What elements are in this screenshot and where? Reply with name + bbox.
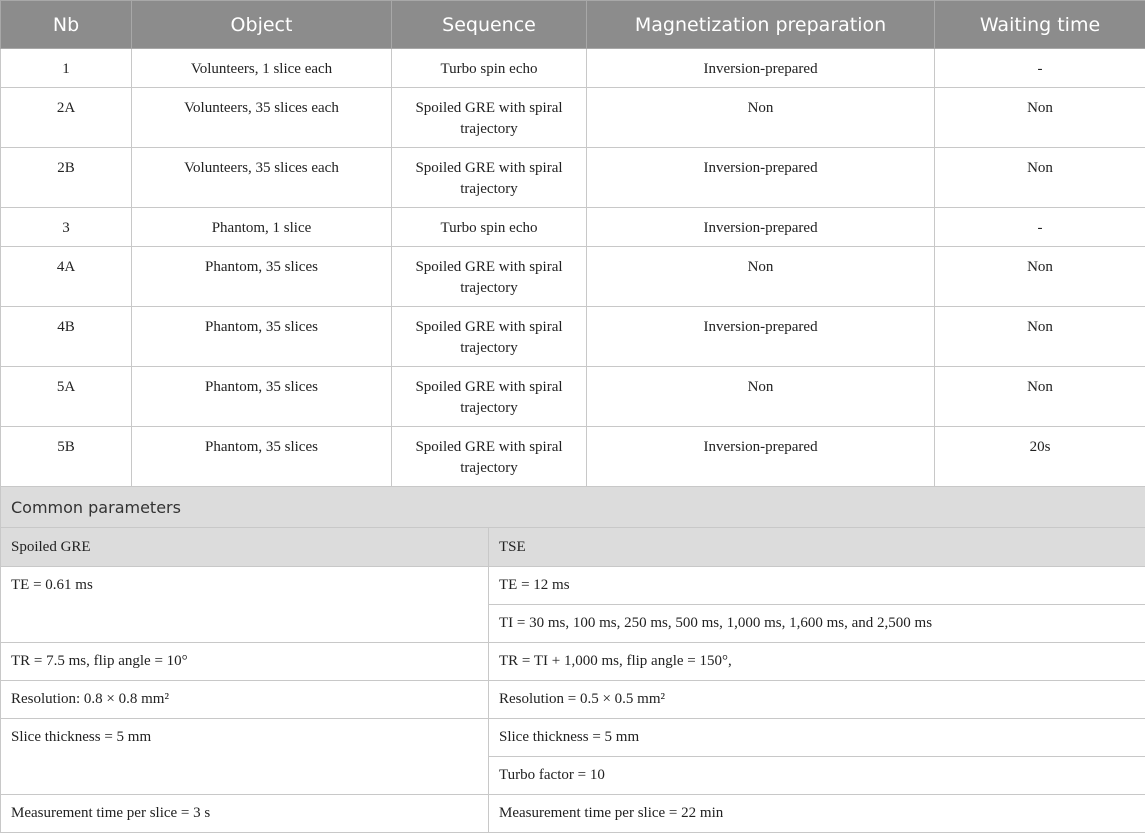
cell-sequence bbox=[392, 427, 587, 487]
header-nb: Nb bbox=[1, 1, 132, 49]
sequence-line: trajectory bbox=[460, 181, 517, 197]
parameter-row bbox=[1, 643, 1145, 681]
cell-sequence bbox=[392, 148, 587, 208]
sequence-line: trajectory bbox=[460, 280, 517, 296]
sequence-line: Turbo spin echo bbox=[441, 220, 538, 236]
cell-nb: 4A bbox=[1, 247, 132, 307]
tse-ti: TI = 30 ms, 100 ms, 250 ms, 500 ms, 1,000 ms, 1,600 ms, and 2,500 ms bbox=[489, 605, 1145, 643]
sequence-line: Spoiled GRE with spiral bbox=[415, 259, 562, 275]
sequence-line: trajectory bbox=[460, 400, 517, 416]
cell-sequence bbox=[392, 247, 587, 307]
gre-slice-thickness: Slice thickness = 5 mm bbox=[1, 719, 489, 795]
table-row bbox=[1, 367, 1145, 427]
sequence-line: Spoiled GRE with spiral bbox=[415, 439, 562, 455]
cell-waiting-time: - bbox=[935, 49, 1145, 88]
cell-object: Volunteers, 35 slices each bbox=[132, 148, 392, 208]
cell-object: Volunteers, 1 slice each bbox=[132, 49, 392, 88]
table-row bbox=[1, 148, 1145, 208]
tse-tr: TR = TI + 1,000 ms, flip angle = 150°, bbox=[489, 643, 1145, 681]
header-row bbox=[1, 1, 1145, 49]
cell-sequence bbox=[392, 367, 587, 427]
cell-waiting-time: Non bbox=[935, 247, 1145, 307]
cell-waiting-time: Non bbox=[935, 307, 1145, 367]
cell-object: Volunteers, 35 slices each bbox=[132, 88, 392, 148]
cell-waiting-time: 20s bbox=[935, 427, 1145, 487]
common-subheader-row bbox=[1, 528, 1145, 567]
header-object: Object bbox=[132, 1, 392, 49]
cell-sequence bbox=[392, 49, 587, 88]
cell-waiting-time: Non bbox=[935, 148, 1145, 208]
table-row bbox=[1, 307, 1145, 367]
tse-measurement-time: Measurement time per slice = 22 min bbox=[489, 795, 1145, 833]
common-parameters-title: Common parameters bbox=[1, 487, 1145, 528]
sequence-line: trajectory bbox=[460, 121, 517, 137]
tse-header: TSE bbox=[489, 528, 1145, 567]
cell-nb: 3 bbox=[1, 208, 132, 247]
sequence-line: Turbo spin echo bbox=[441, 61, 538, 77]
sequence-line: trajectory bbox=[460, 460, 517, 476]
parameter-row bbox=[1, 567, 1145, 605]
gre-tr: TR = 7.5 ms, flip angle = 10° bbox=[1, 643, 489, 681]
tse-te: TE = 12 ms bbox=[489, 567, 1145, 605]
spoiled-gre-header: Spoiled GRE bbox=[1, 528, 489, 567]
header-waiting-time: Waiting time bbox=[935, 1, 1145, 49]
cell-sequence bbox=[392, 88, 587, 148]
cell-object: Phantom, 35 slices bbox=[132, 307, 392, 367]
table-row bbox=[1, 88, 1145, 148]
table-row bbox=[1, 247, 1145, 307]
cell-object: Phantom, 35 slices bbox=[132, 427, 392, 487]
cell-preparation: Inversion-prepared bbox=[587, 49, 935, 88]
tse-slice-thickness: Slice thickness = 5 mm bbox=[489, 719, 1145, 757]
cell-preparation: Non bbox=[587, 367, 935, 427]
parameter-row bbox=[1, 795, 1145, 833]
cell-waiting-time: Non bbox=[935, 88, 1145, 148]
cell-object: Phantom, 1 slice bbox=[132, 208, 392, 247]
cell-preparation: Inversion-prepared bbox=[587, 307, 935, 367]
gre-resolution: Resolution: 0.8 × 0.8 mm² bbox=[1, 681, 489, 719]
table-row bbox=[1, 427, 1145, 487]
cell-nb: 2B bbox=[1, 148, 132, 208]
cell-sequence bbox=[392, 208, 587, 247]
sequence-line: Spoiled GRE with spiral bbox=[415, 319, 562, 335]
tse-resolution: Resolution = 0.5 × 0.5 mm² bbox=[489, 681, 1145, 719]
cell-nb: 1 bbox=[1, 49, 132, 88]
common-parameters-header-row bbox=[1, 487, 1145, 528]
sequence-line: Spoiled GRE with spiral bbox=[415, 379, 562, 395]
table-row bbox=[1, 208, 1145, 247]
sequence-line: Spoiled GRE with spiral bbox=[415, 100, 562, 116]
cell-preparation: Inversion-prepared bbox=[587, 208, 935, 247]
cell-object: Phantom, 35 slices bbox=[132, 367, 392, 427]
cell-sequence bbox=[392, 307, 587, 367]
cell-preparation: Non bbox=[587, 247, 935, 307]
cell-preparation: Inversion-prepared bbox=[587, 427, 935, 487]
cell-object: Phantom, 35 slices bbox=[132, 247, 392, 307]
cell-preparation: Inversion-prepared bbox=[587, 148, 935, 208]
sequence-line: Spoiled GRE with spiral bbox=[415, 160, 562, 176]
gre-measurement-time: Measurement time per slice = 3 s bbox=[1, 795, 489, 833]
header-sequence: Sequence bbox=[392, 1, 587, 49]
parameter-row bbox=[1, 719, 1145, 757]
cell-nb: 5A bbox=[1, 367, 132, 427]
tse-turbo-factor: Turbo factor = 10 bbox=[489, 757, 1145, 795]
cell-preparation: Non bbox=[587, 88, 935, 148]
cell-waiting-time: Non bbox=[935, 367, 1145, 427]
cell-nb: 2A bbox=[1, 88, 132, 148]
cell-waiting-time: - bbox=[935, 208, 1145, 247]
sequence-line: trajectory bbox=[460, 340, 517, 356]
header-magnetization-preparation: Magnetization preparation bbox=[587, 1, 935, 49]
parameter-row bbox=[1, 681, 1145, 719]
gre-te: TE = 0.61 ms bbox=[1, 567, 489, 643]
table-row bbox=[1, 49, 1145, 88]
cell-nb: 5B bbox=[1, 427, 132, 487]
cell-nb: 4B bbox=[1, 307, 132, 367]
